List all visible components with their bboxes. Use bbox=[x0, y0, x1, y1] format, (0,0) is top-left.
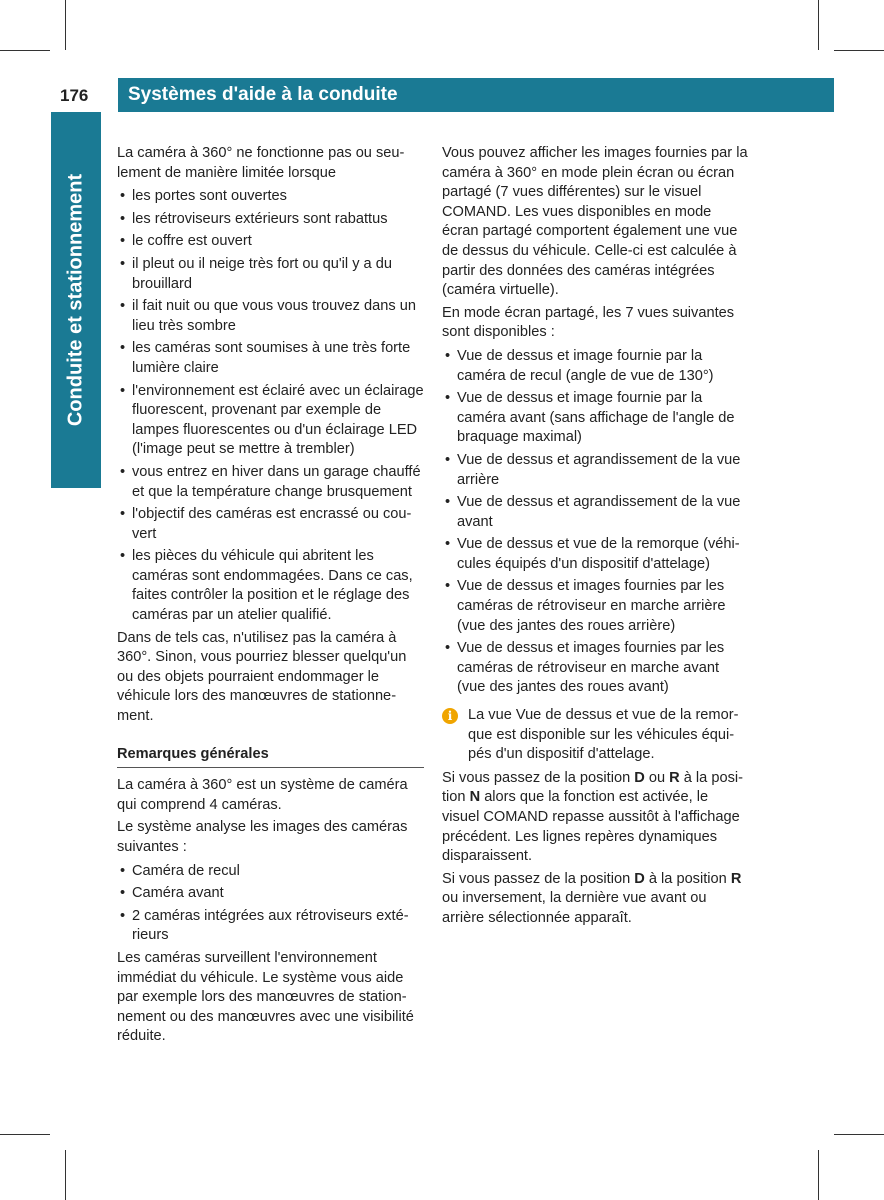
list-item: • il fait nuit ou que vous vous trouvez dans un lieu très sombre bbox=[117, 297, 424, 336]
list-item: • les rétroviseurs extérieurs sont rabattus bbox=[117, 210, 424, 230]
views-list bbox=[442, 347, 749, 698]
intro-paragraph: La caméra à 360° ne fonctionne pas ou seulement de manière limitée lorsque bbox=[117, 145, 405, 181]
paragraph: Les caméras surveillent l'environnement immédiat du véhicule. Le système vous aide par exemple lors des manœuvres de stationnement ou des manœuvres avec une visibilité réduite. bbox=[117, 949, 414, 1045]
list-item: • Vue de dessus et vue de la remorque (véhicules équipés d'un dispositif d'attelage) bbox=[442, 535, 749, 574]
text: à la position bbox=[442, 769, 743, 806]
page-title: Systèmes d'aide à la conduite bbox=[128, 84, 398, 105]
info-icon: i bbox=[442, 708, 458, 724]
list-item: • les portes sont ouvertes bbox=[117, 187, 424, 207]
limitations-list bbox=[117, 187, 424, 625]
crop-mark bbox=[818, 0, 819, 50]
crop-mark bbox=[65, 1150, 66, 1200]
list-item: • Vue de dessus et images fournies par les caméras de rétroviseur en marche avant (vue des jantes des roues avant) bbox=[442, 639, 749, 698]
list-item: • l'objectif des caméras est encrassé ou couvert bbox=[117, 505, 424, 544]
paragraph bbox=[442, 769, 749, 867]
page-number: 176 bbox=[60, 86, 89, 105]
gear-letter: R bbox=[669, 769, 680, 786]
list-item: • Vue de dessus et image fournie par la caméra de recul (angle de vue de 130°) bbox=[442, 347, 749, 386]
crop-mark bbox=[834, 1134, 884, 1135]
warning-paragraph: Dans de tels cas, n'utilisez pas la caméra à 360°. Sinon, vous pourriez blesser quelqu'un ou des objets pourraient endommager le véhicule lors des manœuvres de stationnement. bbox=[117, 629, 407, 725]
text: Si vous passez de la position bbox=[442, 769, 635, 786]
info-note bbox=[442, 706, 749, 765]
list-item: • Vue de dessus et image fournie par la caméra avant (sans affichage de l'angle de braquage maximal) bbox=[442, 389, 749, 448]
text: ou inversement, la dernière vue avant ou arrière sélectionnée apparaît. bbox=[442, 890, 707, 926]
paragraph: La caméra à 360° est un système de caméra qui comprend 4 caméras. bbox=[117, 777, 408, 813]
list-item: • les pièces du véhicule qui abritent les caméras sont endommagées. Dans ce cas, faites contrôler la position et le réglage des caméras par un atelier qualifié. bbox=[117, 547, 424, 625]
list-item: • vous entrez en hiver dans un garage chauffé et que la température change brusquement bbox=[117, 463, 424, 502]
paragraph: Le système analyse les images des caméras suivantes : bbox=[117, 819, 408, 855]
crop-mark bbox=[0, 50, 50, 51]
cameras-list bbox=[117, 862, 424, 946]
paragraph: En mode écran partagé, les 7 vues suivantes sont disponibles : bbox=[442, 304, 735, 341]
crop-mark bbox=[65, 0, 66, 50]
gear-letter: D bbox=[634, 769, 645, 786]
list-item: • le coffre est ouvert bbox=[117, 232, 424, 252]
crop-mark bbox=[818, 1150, 819, 1200]
list-item: • Vue de dessus et agrandissement de la vue arrière bbox=[442, 451, 749, 490]
list-item: • Vue de dessus et agrandissement de la vue avant bbox=[442, 493, 749, 532]
gear-letter: N bbox=[469, 789, 481, 806]
list-item: • les caméras sont soumises à une très forte lumière claire bbox=[117, 339, 424, 378]
crop-mark bbox=[0, 1134, 50, 1135]
header-divider bbox=[117, 78, 118, 112]
chapter-tab-label: Conduite et stationnement bbox=[64, 173, 87, 427]
text: Si vous passez de la position bbox=[442, 870, 635, 887]
gear-letter: D bbox=[634, 870, 645, 887]
list-item: • Vue de dessus et images fournies par les caméras de rétroviseur en marche arrière (vue des jantes des roues arrière) bbox=[442, 577, 749, 636]
right-column bbox=[442, 144, 749, 932]
gear-letter: R bbox=[730, 870, 742, 887]
section-heading: Remarques générales bbox=[117, 745, 424, 769]
list-item: • 2 caméras intégrées aux rétroviseurs extérieurs bbox=[117, 907, 424, 946]
list-item: • Caméra de recul bbox=[117, 862, 424, 882]
list-item: • Caméra avant bbox=[117, 884, 424, 904]
paragraph: Vous pouvez afficher les images fournies par la caméra à 360° en mode plein écran ou écran partagé (7 vues différentes) sur le visuel COMAND. Les vues disponibles en mode écran partagé comportent également une vue de dessus du véhicule. Celle-ci est calculée à partir des données des caméras intégrées (caméra virtuelle). bbox=[442, 145, 748, 299]
text: ou bbox=[644, 769, 670, 786]
text: alors que la fonction est activée, le visuel COMAND repasse aussitôt à l'affichage précédent. Les lignes repères dynamiques disparaissent. bbox=[442, 789, 740, 865]
paragraph bbox=[442, 870, 749, 929]
left-column bbox=[117, 144, 424, 1050]
text: à la position bbox=[644, 870, 731, 887]
info-note-text: La vue Vue de dessus et vue de la remorque est disponible sur les véhicules équipés d'un dispositif d'attelage. bbox=[468, 707, 739, 763]
list-item: • il pleut ou il neige très fort ou qu'il y a du brouillard bbox=[117, 255, 424, 294]
crop-mark bbox=[834, 50, 884, 51]
list-item: • l'environnement est éclairé avec un éclairage fluorescent, provenant par exemple de lampes fluorescentes ou d'un éclairage LED (l'image peut se mettre à trembler) bbox=[117, 382, 424, 460]
